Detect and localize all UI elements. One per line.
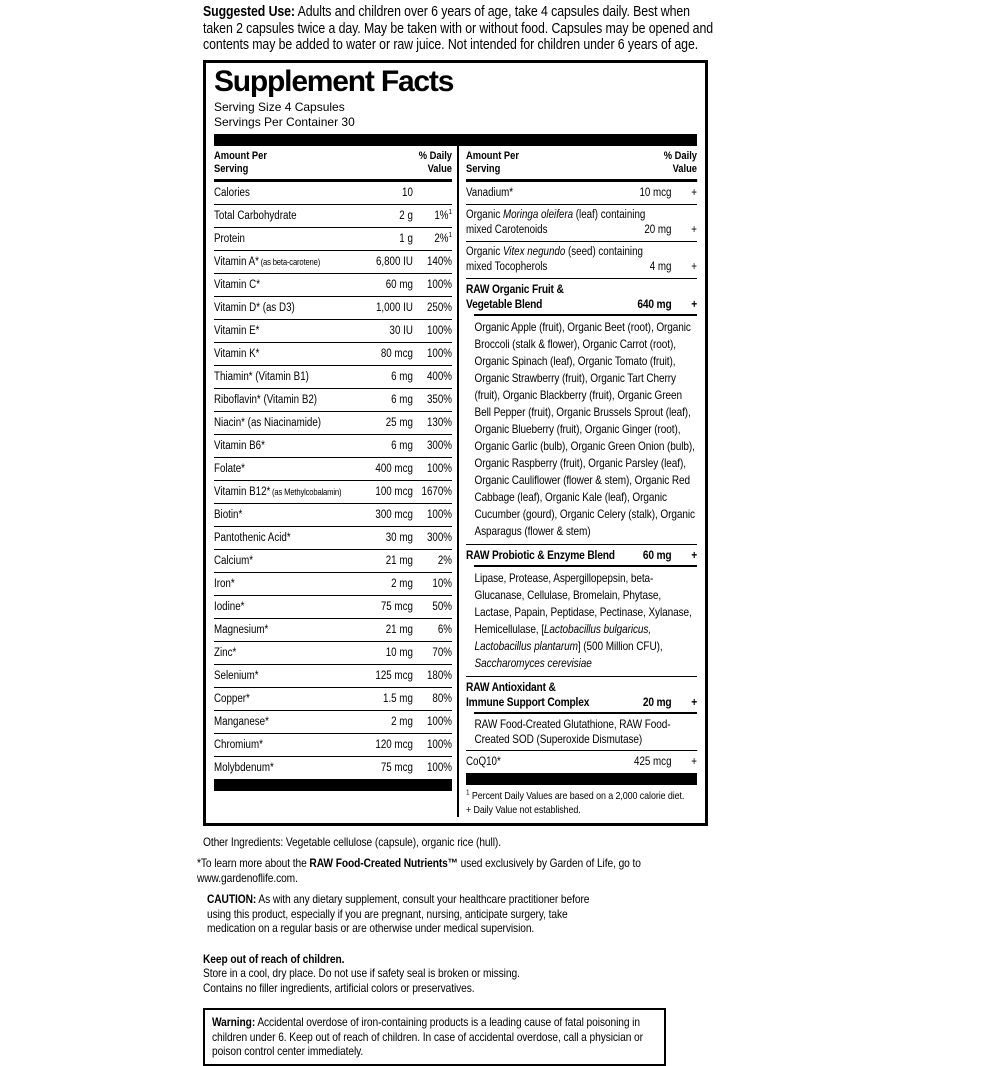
table-row — [214, 273, 452, 296]
table-row — [466, 750, 697, 773]
other-ingredients-note: Other Ingredients: Vegetable cellulose (capsule), organic rice (hull). — [203, 834, 501, 849]
nutrient-dv: 100% — [426, 462, 452, 475]
nutrient-name: Folate* — [214, 462, 245, 475]
supplement-facts-panel — [203, 60, 708, 826]
amount-per-serving-header: Amount Per Serving — [214, 149, 267, 175]
nutrient-dv: + — [691, 755, 698, 768]
nutrient-name: Magnesium* — [214, 623, 269, 636]
nutrient-dv: 130% — [426, 416, 452, 429]
black-bar-top — [214, 134, 697, 146]
footnotes — [466, 785, 697, 817]
suggested-use-text: Suggested Use: Adults and children over 6 years of age, take 4 capsules daily. Best when taken 2 capsules twice a day. May be taken with or without food. Capsules may be opened and contents may be added to water or raw juice. Not intended for children under 6 years of age. — [203, 4, 713, 53]
black-bar-right-bottom — [466, 773, 697, 785]
nutrient-name: Calcium* — [214, 554, 254, 567]
nutrient-name: Biotin* — [214, 508, 243, 521]
table-row — [214, 641, 452, 664]
nutrient-dv: 2%$^1$ — [434, 229, 452, 245]
footnote-daily-values: $^1$ Percent Daily Values are based on a 2,000 calorie diet. — [466, 787, 685, 802]
nutrient-amount: 1.5 mg — [383, 692, 413, 705]
store-note: Store in a cool, dry place. Do not use if safety seal is broken or missing. — [203, 966, 520, 980]
nutrient-name: Protein — [214, 232, 245, 245]
nutrient-name: Vitamin A* (as beta-carotene) — [214, 255, 321, 268]
nutrient-dv: 100% — [426, 761, 452, 774]
raw-nutrients-trademark: RAW Food-Created Nutrients™ — [309, 856, 458, 870]
nutrient-name: Calories — [214, 186, 250, 199]
nutrient-name: Vitamin B6* — [214, 439, 265, 452]
nutrient-name: Molybdenum* — [214, 761, 274, 774]
table-row — [214, 549, 452, 572]
nutrient-dv: 300% — [426, 439, 452, 452]
warning-label: Warning: — [212, 1015, 256, 1029]
nutrient-dv: 100% — [426, 278, 452, 291]
nutrient-amount: 10 mg — [385, 646, 413, 659]
daily-value-header: % Daily Value — [418, 149, 452, 175]
nutrient-dv: + — [691, 260, 698, 273]
nutrient-amount: 60 mg — [385, 278, 413, 291]
table-row — [214, 756, 452, 779]
nutrient-dv: 300% — [426, 531, 452, 544]
nutrient-name: Pantothenic Acid* — [214, 531, 291, 544]
nutrient-dv: 70% — [432, 646, 452, 659]
table-row — [214, 664, 452, 687]
table-row — [214, 457, 452, 480]
nutrient-name: Vitamin D* (as D3) — [214, 301, 295, 314]
nutrient-name: Iron* — [214, 577, 235, 590]
nutrient-name: Niacin* (as Niacinamide) — [214, 416, 322, 429]
nutrient-amount: 2 g — [399, 209, 413, 222]
nutrient-name: Zinc* — [214, 646, 237, 659]
nutrient-dv: 80% — [432, 692, 452, 705]
nutrient-dv: 140% — [426, 255, 452, 268]
table-row — [214, 319, 452, 342]
nutrient-name: Total Carbohydrate — [214, 209, 297, 222]
caution-note: CAUTION: As with any dietary supplement, consult your healthcare practitioner before using this product, especially if you are pregnant, nursing, anticipate surgery, take medication on a regular basis or are otherwise under medical supervision. — [207, 892, 590, 935]
nutrient-name: Copper* — [214, 692, 250, 705]
nutrient-name: Manganese* — [214, 715, 269, 728]
nutrient-dv: 100% — [426, 324, 452, 337]
blend-dv: + — [691, 694, 698, 709]
suggested-use-label: Suggested Use: — [203, 4, 295, 20]
warning-box — [203, 1008, 666, 1066]
nutrient-name: CoQ10* — [466, 755, 501, 768]
nutrient-amount: 1,000 IU — [375, 301, 413, 314]
blend-dv: + — [691, 296, 698, 311]
nutrient-name: mixed Tocopherols — [466, 260, 548, 273]
nutrient-amount: 30 mg — [385, 531, 413, 544]
nutrient-amount: 425 mcg — [634, 755, 672, 768]
storage-notes — [203, 952, 715, 996]
nutrient-amount: 80 mcg — [380, 347, 413, 360]
serving-size: Serving Size 4 Capsules — [214, 99, 345, 114]
blend-ingredients-probiotic-enzyme: Lipase, Protease, Aspergillopepsin, beta-Glucanase, Cellulase, Bromelain, Phytase, Lactase, Papain, Peptidase, Pectinase, Xylanase, Hemicellulase, [Lactobacillus bulgaricus, Lactobacillus plantarum] (500 Million CFU), Saccharomyces cerevisiae — [474, 570, 692, 670]
warning-text: Warning: Accidental overdose of iron-containing products is a leading cause of fatal poisoning in children under 6. Keep out of reach of children. In case of accidental overdose, call a physician or poison control center immediately. — [212, 1015, 643, 1058]
blend-amount: 60 mg — [642, 547, 672, 562]
servings-per-container: Servings Per Container 30 — [214, 114, 355, 129]
table-row — [214, 296, 452, 319]
nutrient-dv: 1%$^1$ — [434, 206, 452, 222]
nutrient-dv: 100% — [426, 347, 452, 360]
black-bar-left-bottom — [214, 779, 452, 791]
table-row — [214, 227, 452, 250]
nutrient-amount: 2 mg — [391, 577, 413, 590]
table-row — [214, 365, 452, 388]
nutrient-amount: 10 mcg — [639, 186, 672, 199]
table-row — [214, 250, 452, 273]
nutrient-amount: 25 mg — [385, 416, 413, 429]
table-row — [466, 204, 697, 241]
nutrient-dv: 350% — [426, 393, 452, 406]
nutrient-amount: 2 mg — [391, 715, 413, 728]
nutrient-amount: 6 mg — [391, 370, 413, 383]
nutrient-name: mixed Carotenoids — [466, 223, 548, 236]
table-row — [466, 241, 697, 278]
table-row — [214, 618, 452, 641]
left-column-header — [214, 146, 452, 182]
nutrient-name: Vanadium* — [466, 186, 514, 199]
blend-header-probiotic-enzyme: RAW Probiotic & Enzyme Blend 60 mg + — [466, 544, 697, 565]
table-row — [214, 388, 452, 411]
daily-value-header: % Daily Value — [663, 149, 698, 175]
nutrient-amount: 120 mcg — [375, 738, 413, 751]
nutrient-name: Chromium* — [214, 738, 263, 751]
nutrient-amount: 20 mg — [644, 223, 672, 236]
nutrient-dv: + — [691, 186, 698, 199]
learn-more-note: *To learn more about the RAW Food-Created Nutrients™ used exclusively by Garden of Life, go to www.gardenoflife.com. — [197, 856, 641, 885]
nutrient-dv: 400% — [426, 370, 452, 383]
right-column-header — [466, 146, 697, 182]
nutrient-amount: 21 mg — [385, 623, 413, 636]
nutrient-amount: 1 g — [399, 232, 413, 245]
nutrient-name: Vitamin K* — [214, 347, 260, 360]
keep-out-note: Keep out of reach of children. — [203, 951, 345, 966]
nutrient-dv: 2% — [437, 554, 452, 567]
nutrient-amount: 6,800 IU — [375, 255, 413, 268]
nutrient-dv: 50% — [432, 600, 452, 613]
table-row — [466, 182, 697, 204]
nutrient-amount: 300 mcg — [375, 508, 413, 521]
blend-ingredients-fruit-vegetable: Organic Apple (fruit), Organic Beet (root), Organic Broccoli (stalk & flower), Organic Carrot (root), Organic Spinach (leaf), Organic Tomato (fruit), Organic Strawberry (fruit), Organic Tart Cherry (fruit), Organic Blackberry (fruit), Organic Green Bell Pepper (fruit), Organic Brussels Sprout (leaf), Organic Blueberry (fruit), Organic Ginger (root), Organic Garlic (bulb), Organic Green Onion (bulb), Organic Raspberry (fruit), Organic Parsley (leaf), Organic Cauliflower (flower & stem), Organic Red Cabbage (leaf), Organic Kale (leaf), Organic Cucumber (gourd), Organic Celery (stalk), Organic Asparagus (flower & stem) — [474, 319, 695, 538]
footnote-not-established: + Daily Value not established. — [466, 803, 581, 816]
blend-amount: 20 mg — [642, 694, 672, 709]
nutrient-dv: 1670% — [421, 485, 452, 498]
nutrient-name: Organic Moringa oleifera (leaf) containing — [466, 208, 646, 221]
nutrient-name: Thiamin* (Vitamin B1) — [214, 370, 309, 383]
nutrient-dv: 100% — [426, 508, 452, 521]
nutrient-amount: 125 mcg — [375, 669, 413, 682]
nutrient-dv: 6% — [437, 623, 452, 636]
nutrient-name: Vitamin C* — [214, 278, 261, 291]
table-row — [214, 503, 452, 526]
nutrient-table — [214, 182, 452, 779]
table-row — [214, 434, 452, 457]
contains-note: Contains no filler ingredients, artificial colors or preservatives. — [203, 980, 475, 995]
table-row — [214, 182, 452, 204]
nutrient-amount: 6 mg — [391, 393, 413, 406]
table-row — [214, 411, 452, 434]
table-row — [214, 710, 452, 733]
nutrient-dv: 10% — [432, 577, 452, 590]
table-row — [214, 204, 452, 227]
nutrient-amount: 6 mg — [391, 439, 413, 452]
table-row — [214, 595, 452, 618]
amount-per-serving-header: Amount Per Serving — [466, 149, 519, 175]
nutrient-name: Riboflavin* (Vitamin B2) — [214, 393, 318, 406]
nutrient-amount: 75 mcg — [380, 761, 413, 774]
nutrient-name: Vitamin B12* (as Methylcobalamin) — [214, 485, 342, 498]
right-column — [457, 146, 697, 817]
nutrient-amount: 21 mg — [385, 554, 413, 567]
nutrient-amount: 4 mg — [649, 260, 672, 273]
blend-header-antioxidant-immune: RAW Antioxidant & Immune Support Complex 20 mg + — [466, 676, 697, 712]
nutrient-dv: 180% — [426, 669, 452, 682]
nutrient-amount: 75 mcg — [380, 600, 413, 613]
nutrient-amount: 10 — [402, 186, 413, 199]
blend-amount: 640 mg — [637, 296, 672, 311]
caution-label: CAUTION: — [207, 892, 257, 906]
left-column — [214, 146, 457, 817]
table-row — [214, 572, 452, 595]
blend-header-fruit-vegetable: RAW Organic Fruit & Vegetable Blend 640 mg + — [466, 278, 697, 314]
nutrient-dv: 250% — [426, 301, 452, 314]
table-row — [214, 526, 452, 549]
panel-title: Supplement Facts — [214, 64, 454, 98]
nutrient-name: Iodine* — [214, 600, 245, 613]
nutrient-name: Selenium* — [214, 669, 259, 682]
table-row — [214, 733, 452, 756]
nutrient-amount: 400 mcg — [375, 462, 413, 475]
nutrient-name: Vitamin E* — [214, 324, 260, 337]
nutrient-dv: 100% — [426, 738, 452, 751]
table-row — [214, 480, 452, 503]
nutrient-amount: 30 IU — [389, 324, 413, 337]
nutrient-dv: + — [691, 223, 698, 236]
table-row — [214, 342, 452, 365]
blend-dv: + — [691, 547, 698, 562]
nutrient-name: Organic Vitex negundo (seed) containing — [466, 245, 643, 258]
nutrient-amount: 100 mcg — [375, 485, 413, 498]
blend-ingredients-antioxidant-immune: RAW Food-Created Glutathione, RAW Food-Created SOD (Superoxide Dismutase) — [474, 716, 671, 746]
table-row — [214, 687, 452, 710]
nutrient-dv: 100% — [426, 715, 452, 728]
